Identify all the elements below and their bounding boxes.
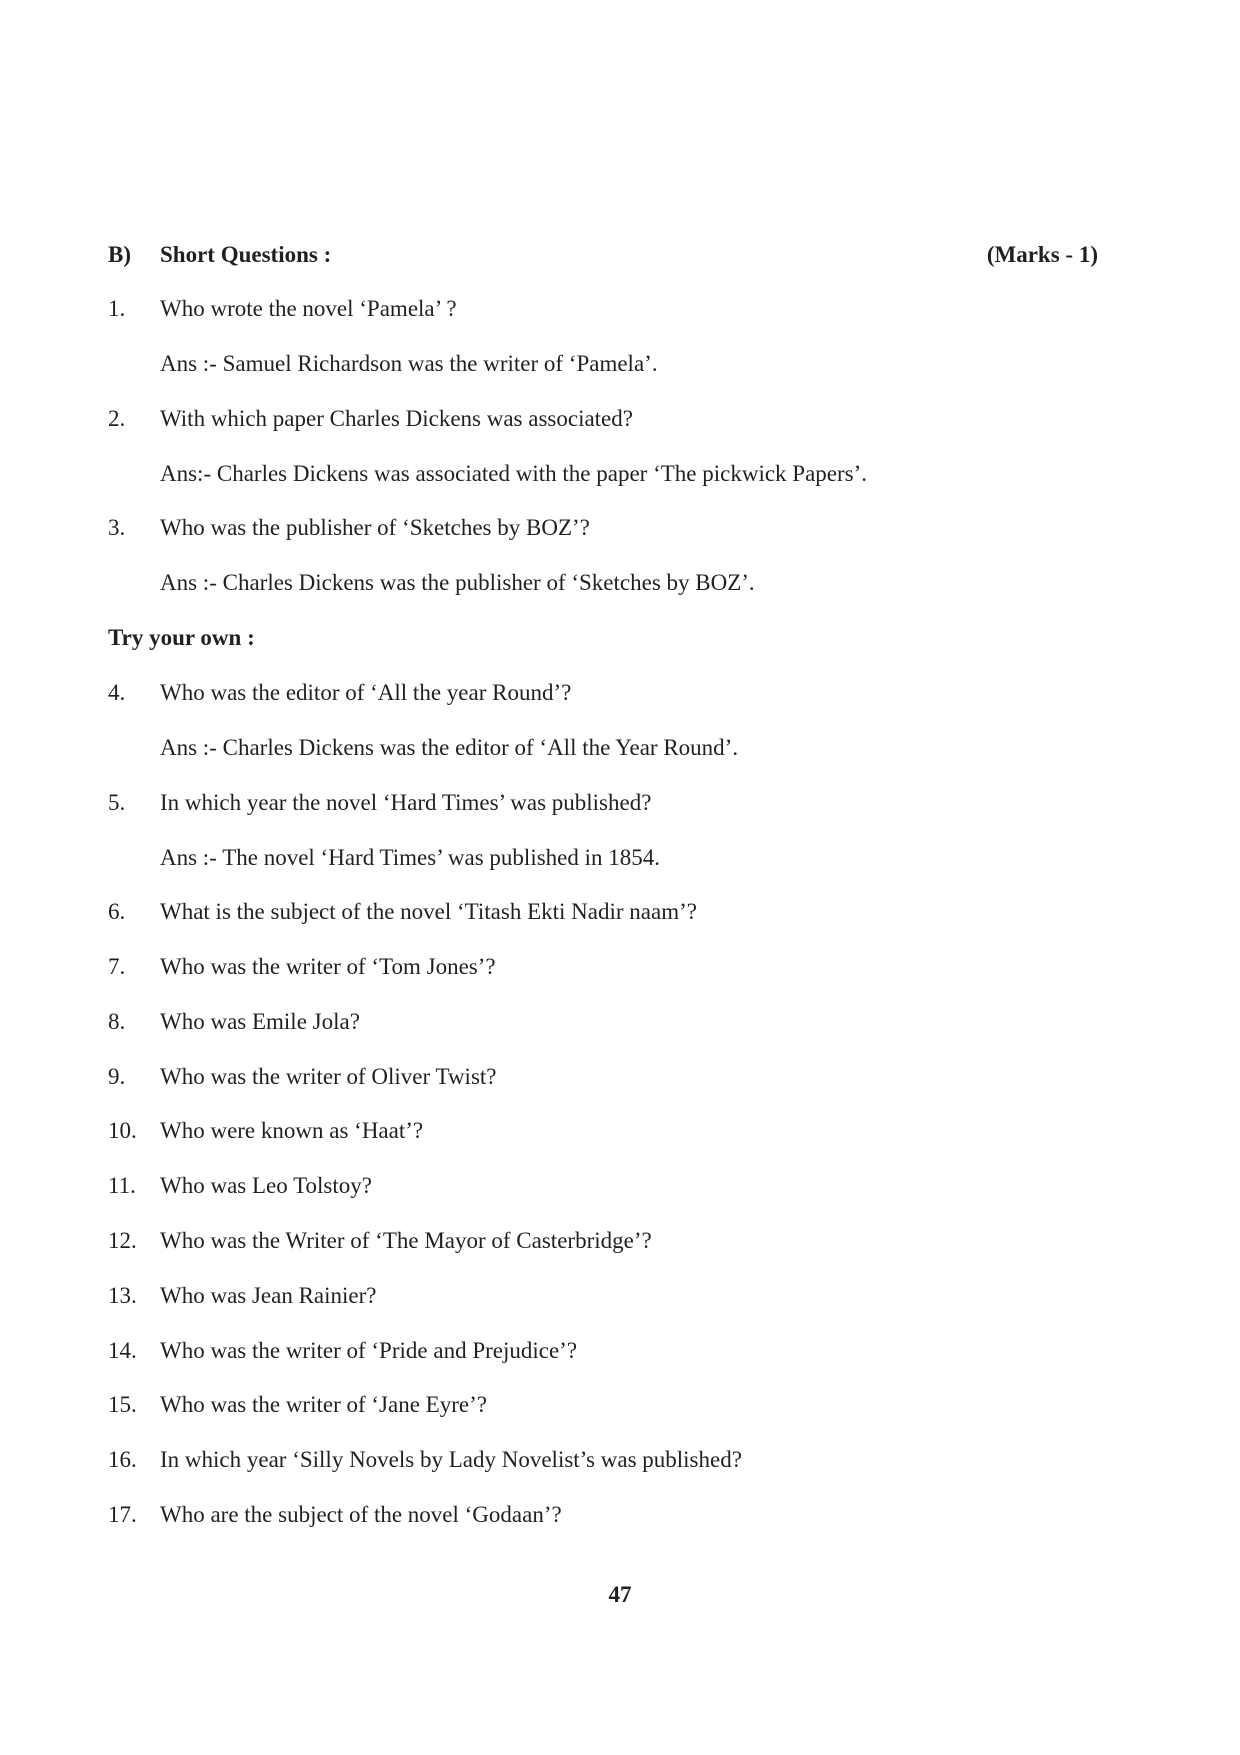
question-row — [108, 1116, 1108, 1146]
question-text: Who was the writer of ‘Pride and Prejudice’? — [160, 1338, 578, 1363]
question-number: 17. — [108, 1502, 137, 1527]
answer-row — [108, 568, 1108, 598]
question-row — [108, 1062, 1108, 1092]
question-row — [108, 1445, 1108, 1475]
question-row — [108, 952, 1108, 982]
question-number: 5. — [108, 790, 126, 815]
answer-row — [108, 733, 1108, 763]
question-text: Who was the publisher of ‘Sketches by BOZ’? — [160, 515, 590, 540]
question-text: Who was Emile Jola? — [160, 1009, 360, 1034]
question-row — [108, 788, 1108, 818]
question-text: Who was the writer of Oliver Twist? — [160, 1064, 497, 1089]
question-number: 2. — [108, 406, 126, 431]
question-row — [108, 897, 1108, 927]
question-text: Who are the subject of the novel ‘Godaan’? — [160, 1502, 562, 1527]
question-number: 4. — [108, 680, 126, 705]
try-your-own-text: Try your own : — [108, 625, 255, 650]
question-number: 11. — [108, 1173, 136, 1198]
question-number: 16. — [108, 1447, 137, 1472]
question-number: 9. — [108, 1064, 126, 1089]
answer-row — [108, 459, 1108, 489]
question-number: 12. — [108, 1228, 137, 1253]
question-number: 8. — [108, 1009, 126, 1034]
section-heading — [108, 240, 1108, 270]
question-row — [108, 1007, 1108, 1037]
question-number: 13. — [108, 1283, 137, 1308]
question-text: In which year ‘Silly Novels by Lady Novelist’s was published? — [160, 1447, 742, 1472]
question-number: 3. — [108, 515, 126, 540]
question-text: Who were known as ‘Haat’? — [160, 1118, 424, 1143]
question-text: Who was the Writer of ‘The Mayor of Casterbridge’? — [160, 1228, 652, 1253]
question-row — [108, 1500, 1108, 1530]
question-text: Who wrote the novel ‘Pamela’ ? — [160, 296, 457, 321]
question-text: Who was Jean Rainier? — [160, 1283, 377, 1308]
question-row — [108, 1281, 1108, 1311]
question-row — [108, 404, 1108, 434]
try-your-own-heading — [108, 623, 1108, 653]
question-row — [108, 678, 1108, 708]
section-title: Short Questions : — [160, 242, 332, 267]
question-row — [108, 1336, 1108, 1366]
answer-row — [108, 349, 1108, 379]
question-number: 15. — [108, 1392, 137, 1417]
question-row — [108, 513, 1108, 543]
section-label: B) — [108, 242, 131, 267]
question-row — [108, 1226, 1108, 1256]
answer-text: Ans :- Charles Dickens was the editor of ‘All the Year Round’. — [160, 735, 739, 760]
answer-text: Ans:- Charles Dickens was associated with the paper ‘The pickwick Papers’. — [160, 461, 868, 486]
question-row — [108, 1171, 1108, 1201]
question-text: With which paper Charles Dickens was associated? — [160, 406, 633, 431]
answer-text: Ans :- Samuel Richardson was the writer of ‘Pamela’. — [160, 351, 658, 376]
question-number: 10. — [108, 1118, 137, 1143]
answer-text: Ans :- The novel ‘Hard Times’ was published in 1854. — [160, 845, 661, 870]
question-number: 6. — [108, 899, 126, 924]
question-text: Who was Leo Tolstoy? — [160, 1173, 372, 1198]
question-text: Who was the writer of ‘Tom Jones’? — [160, 954, 496, 979]
answer-row — [108, 843, 1108, 873]
question-number: 7. — [108, 954, 126, 979]
page-number: 47 — [608, 1582, 632, 1607]
question-text: What is the subject of the novel ‘Titash Ekti Nadir naam’? — [160, 899, 697, 924]
question-text: In which year the novel ‘Hard Times’ was published? — [160, 790, 652, 815]
question-row — [108, 1390, 1108, 1420]
question-row — [108, 294, 1108, 324]
question-number: 14. — [108, 1338, 137, 1363]
question-text: Who was the editor of ‘All the year Round’? — [160, 680, 572, 705]
section-marks: (Marks - 1) — [986, 242, 1098, 267]
question-number: 1. — [108, 296, 126, 321]
question-text: Who was the writer of ‘Jane Eyre’? — [160, 1392, 487, 1417]
answer-text: Ans :- Charles Dickens was the publisher of ‘Sketches by BOZ’. — [160, 570, 755, 595]
